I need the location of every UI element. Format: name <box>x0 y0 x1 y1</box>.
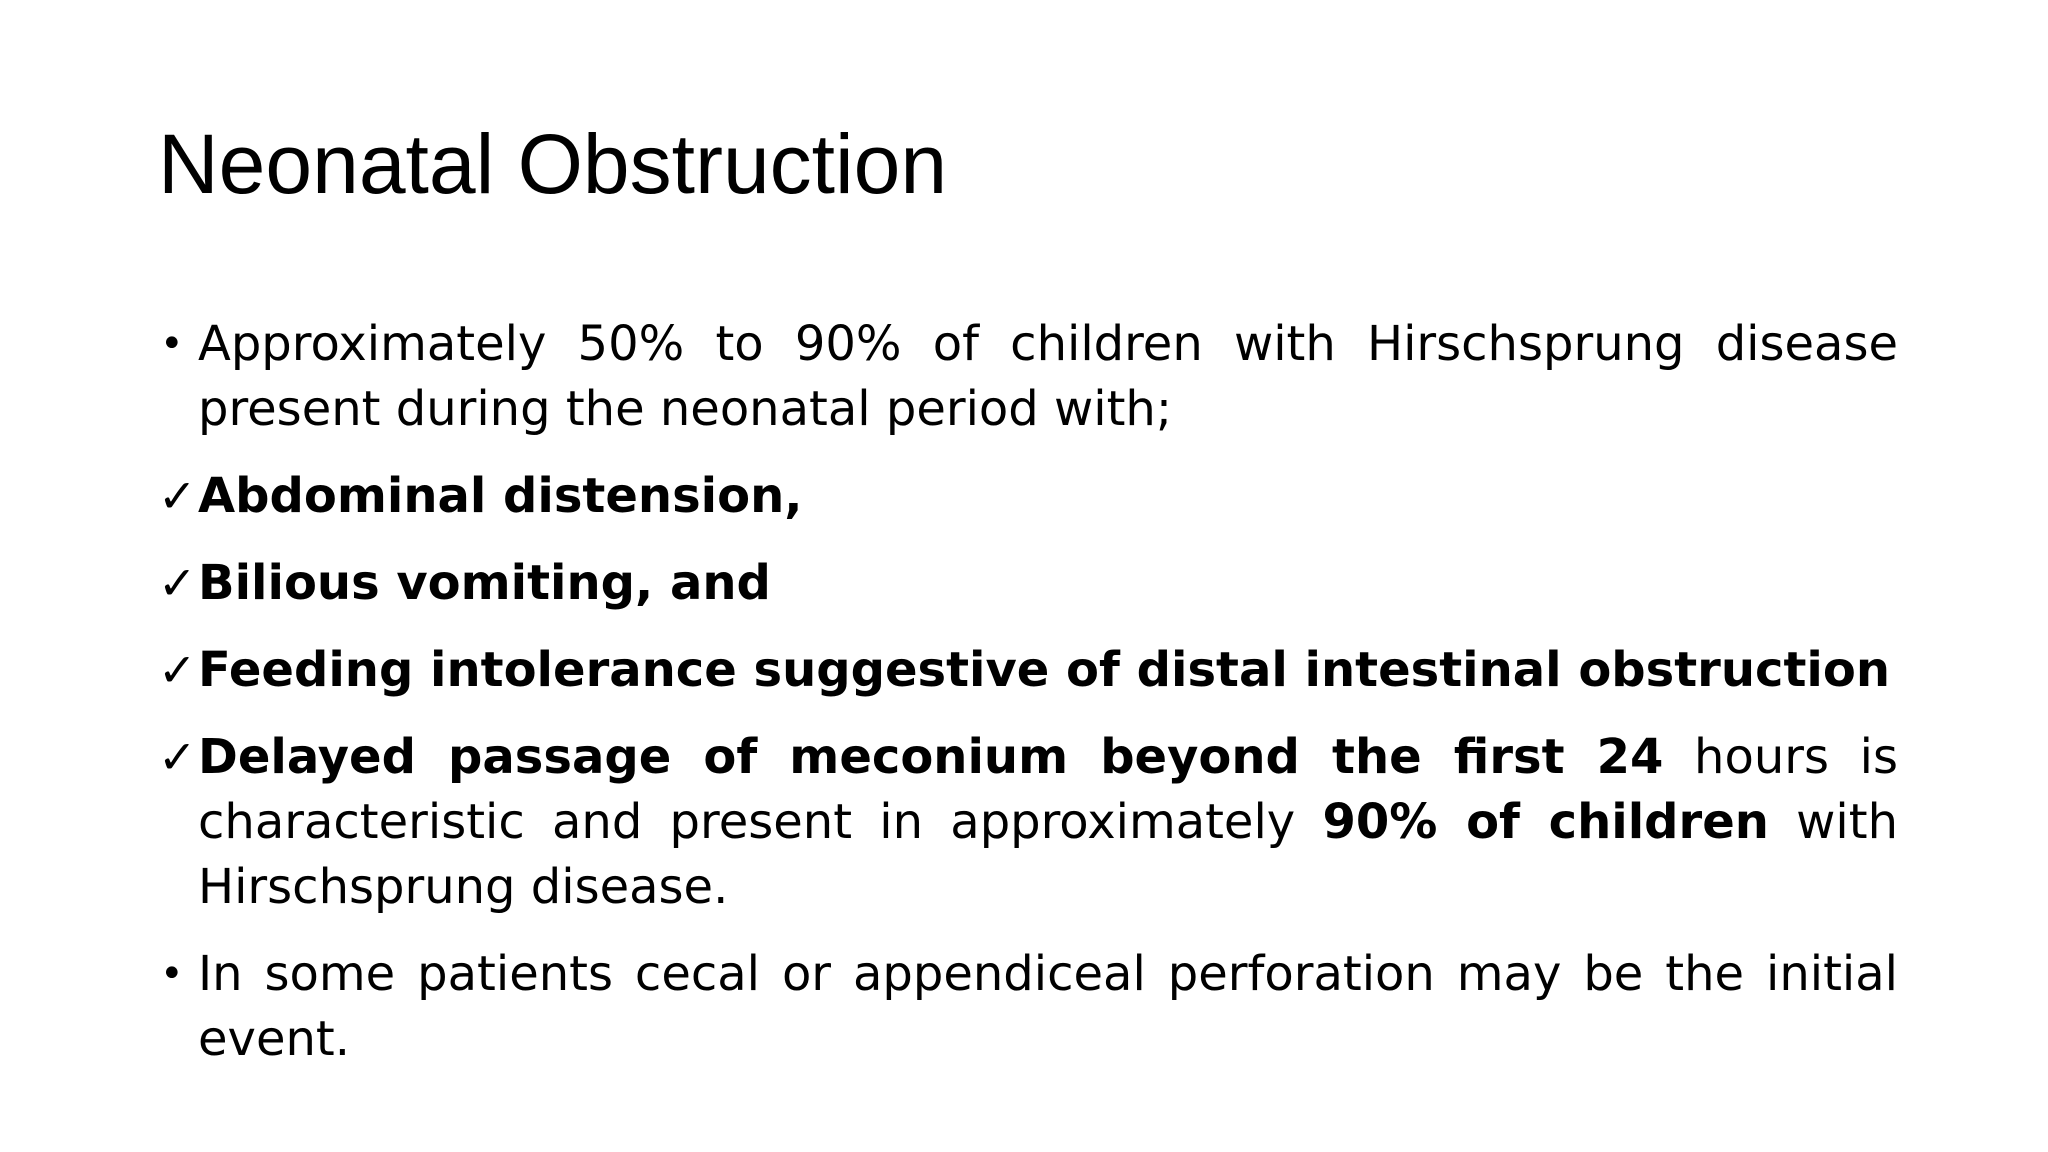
slide-body <box>158 312 1898 1094</box>
meconium-text-2: with Hirschsprung disease. <box>198 794 1899 915</box>
bullet-icon: • <box>160 951 184 997</box>
check-item-meconium <box>158 725 1898 920</box>
bullet-item-perforation <box>158 942 1898 1072</box>
checkmark-icon: ✓ <box>158 469 197 523</box>
feeding-text: Feeding intolerance suggestive of distal intestinal obstruction <box>198 642 1891 698</box>
checkmark-icon: ✓ <box>158 643 197 697</box>
meconium-bold-1: Delayed passage of meconium beyond the first 24 <box>198 729 1664 785</box>
bilious-text: Bilious vomiting, and <box>198 555 771 611</box>
bullet-item-intro <box>158 312 1898 442</box>
checkmark-icon: ✓ <box>158 730 197 784</box>
perforation-text: In some patients cecal or appendiceal perforation may be the initial event. <box>198 946 1898 1067</box>
meconium-text-1: hours is characteristic and present in approximately <box>198 729 1898 850</box>
check-item-abdominal <box>158 464 1898 529</box>
meconium-bold-2: 90% of children <box>1322 794 1769 850</box>
checkmark-icon: ✓ <box>158 556 197 610</box>
check-item-feeding <box>158 638 1898 703</box>
bullet-icon: • <box>160 321 184 367</box>
check-item-bilious <box>158 551 1898 616</box>
slide-title: Neonatal Obstruction <box>158 117 948 211</box>
intro-text: Approximately 50% to 90% of children with Hirschsprung disease present during the neonatal period with; <box>198 316 1898 437</box>
abdominal-text: Abdominal distension, <box>198 468 803 524</box>
